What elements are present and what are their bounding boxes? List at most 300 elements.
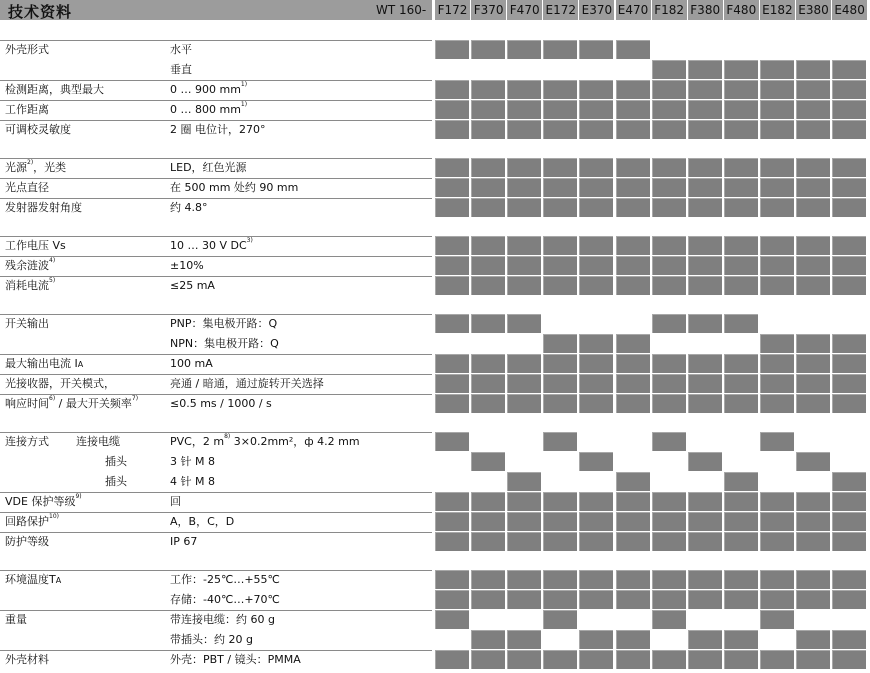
applicability-cell (435, 40, 469, 59)
applicability-cell (616, 198, 650, 217)
applicability-cell (435, 492, 469, 511)
spec-row (0, 60, 870, 80)
applicability-cell (543, 492, 577, 511)
applicability-cell (507, 236, 541, 255)
spec-label: 光点直径 (5, 181, 49, 194)
applicability-cell (796, 452, 830, 471)
applicability-cell (652, 512, 686, 531)
spec-label: 光源$^{2)}$，光类 (5, 159, 67, 174)
applicability-cell (435, 532, 469, 551)
applicability-cell (579, 158, 613, 177)
applicability-cell (507, 100, 541, 119)
applicability-cell (435, 178, 469, 197)
spec-row (0, 432, 870, 452)
applicability-cell (688, 120, 722, 139)
applicability-cell (760, 178, 794, 197)
applicability-cell (543, 100, 577, 119)
applicability-cell (688, 452, 722, 471)
spec-row (0, 236, 870, 256)
applicability-cell (796, 236, 830, 255)
model-column-header: E480 (832, 0, 867, 20)
applicability-cell (507, 472, 541, 491)
applicability-cell (652, 80, 686, 99)
spec-value: 垂直 (170, 63, 192, 76)
applicability-cell (760, 276, 794, 295)
applicability-cell (760, 610, 794, 629)
spec-value: 0 … 900 $mm^{1)}$ (170, 81, 248, 96)
spec-row (0, 590, 870, 610)
applicability-cell (832, 512, 866, 531)
footnote-marker: 9) (75, 493, 82, 500)
spec-row (0, 452, 870, 472)
applicability-cell (579, 512, 613, 531)
applicability-cell (616, 120, 650, 139)
spec-value: 回 (170, 495, 181, 508)
spec-label: 外壳材料 (5, 653, 49, 666)
applicability-cell (507, 178, 541, 197)
applicability-cell (760, 334, 794, 353)
spec-sublabel: 插头 (105, 455, 127, 468)
applicability-cell (616, 492, 650, 511)
applicability-cell (688, 198, 722, 217)
applicability-cell (507, 532, 541, 551)
applicability-cell (652, 354, 686, 373)
applicability-cell (435, 650, 469, 669)
spec-row (0, 650, 870, 670)
spec-value: 外壳：PBT / 镜头：PMMA (170, 653, 301, 666)
applicability-cell (832, 590, 866, 609)
spec-label: 最大输出电流 IA (5, 357, 84, 370)
spec-label: 检测距离，典型最大 (5, 83, 104, 96)
applicability-cell (471, 100, 505, 119)
applicability-cell (832, 120, 866, 139)
applicability-cell (688, 100, 722, 119)
applicability-cell (652, 158, 686, 177)
applicability-cell (760, 532, 794, 551)
applicability-cell (543, 532, 577, 551)
model-column-header: F470 (507, 0, 542, 20)
applicability-cell (796, 158, 830, 177)
spec-row (0, 512, 870, 532)
applicability-cell (616, 236, 650, 255)
applicability-cell (543, 354, 577, 373)
applicability-cell (471, 394, 505, 413)
applicability-cell (688, 60, 722, 79)
spec-value: 带连接电缆：约 60 g (170, 613, 275, 626)
label-subscript: A (77, 360, 84, 369)
applicability-cell (760, 650, 794, 669)
applicability-cell (471, 256, 505, 275)
spec-label: 防护等级 (5, 535, 49, 548)
spec-value: 2 圈 电位计，270° (170, 123, 266, 136)
spec-sublabel: 插头 (105, 475, 127, 488)
spec-value: NPN：集电极开路：Q (170, 337, 279, 350)
applicability-cell (579, 198, 613, 217)
applicability-cell (471, 276, 505, 295)
spec-row (0, 256, 870, 276)
applicability-cell (435, 198, 469, 217)
applicability-cell (507, 80, 541, 99)
spec-label: 回路保护$^{10)}$ (5, 513, 59, 528)
applicability-cell (471, 236, 505, 255)
applicability-cell (543, 276, 577, 295)
applicability-cell (616, 334, 650, 353)
spec-value: 4 针 M 8 (170, 475, 215, 488)
applicability-cell (652, 120, 686, 139)
applicability-cell (832, 570, 866, 589)
applicability-cell (760, 432, 794, 451)
applicability-cell (507, 570, 541, 589)
applicability-cell (652, 590, 686, 609)
applicability-cell (507, 120, 541, 139)
spec-value: PNP：集电极开路：Q (170, 317, 278, 330)
spec-row (0, 178, 870, 198)
applicability-cell (471, 512, 505, 531)
footnote-marker: 7) (131, 395, 139, 402)
applicability-cell (471, 570, 505, 589)
applicability-cell (616, 630, 650, 649)
applicability-cell (832, 256, 866, 275)
applicability-cell (543, 178, 577, 197)
applicability-cell (796, 178, 830, 197)
applicability-cell (832, 394, 866, 413)
applicability-cell (796, 80, 830, 99)
spec-value: IP 67 (170, 535, 198, 548)
applicability-cell (579, 630, 613, 649)
spec-row (0, 354, 870, 374)
applicability-cell (760, 158, 794, 177)
applicability-cell (724, 236, 758, 255)
applicability-cell (832, 178, 866, 197)
model-column-header: F380 (688, 0, 723, 20)
applicability-cell (435, 100, 469, 119)
applicability-cell (507, 630, 541, 649)
applicability-cell (688, 158, 722, 177)
applicability-cell (688, 374, 722, 393)
applicability-cell (435, 570, 469, 589)
spec-value: A，B，C，D (170, 515, 235, 528)
applicability-cell (760, 570, 794, 589)
applicability-cell (543, 374, 577, 393)
applicability-cell (688, 590, 722, 609)
applicability-cell (543, 570, 577, 589)
spec-label: VDE 保护等级$^{9)}$ (5, 493, 82, 508)
spec-label: 残余涟波$^{4)}$ (5, 257, 56, 272)
applicability-cell (724, 570, 758, 589)
applicability-cell (435, 80, 469, 99)
spec-value: 存储：-40℃…+70℃ (170, 593, 280, 606)
applicability-cell (471, 314, 505, 333)
spec-label: 环境温度TA (5, 573, 62, 586)
spec-label: 连接方式 (5, 435, 49, 448)
model-column-header: E370 (579, 0, 614, 20)
applicability-cell (616, 354, 650, 373)
applicability-cell (760, 120, 794, 139)
applicability-cell (471, 492, 505, 511)
applicability-cell (471, 374, 505, 393)
spec-label: 消耗电流$^{5)}$ (5, 277, 56, 292)
applicability-cell (579, 236, 613, 255)
spec-value: LED，红色光源 (170, 161, 247, 174)
applicability-cell (832, 80, 866, 99)
applicability-cell (579, 40, 613, 59)
applicability-cell (579, 354, 613, 373)
spec-label: 重量 (5, 613, 27, 626)
applicability-cell (688, 314, 722, 333)
applicability-cell (832, 100, 866, 119)
applicability-cell (796, 394, 830, 413)
applicability-cell (507, 590, 541, 609)
applicability-cell (435, 236, 469, 255)
footnote-marker: 10) (49, 513, 59, 520)
applicability-cell (543, 40, 577, 59)
applicability-cell (471, 40, 505, 59)
footnote-marker: 1) (240, 101, 248, 108)
applicability-cell (724, 100, 758, 119)
applicability-cell (616, 80, 650, 99)
applicability-cell (579, 100, 613, 119)
applicability-cell (507, 198, 541, 217)
applicability-cell (507, 158, 541, 177)
applicability-cell (652, 198, 686, 217)
applicability-cell (796, 120, 830, 139)
spec-row (0, 314, 870, 334)
applicability-cell (616, 158, 650, 177)
applicability-cell (796, 630, 830, 649)
applicability-cell (796, 512, 830, 531)
applicability-cell (471, 80, 505, 99)
applicability-cell (579, 178, 613, 197)
applicability-cell (688, 236, 722, 255)
applicability-cell (435, 512, 469, 531)
applicability-cell (832, 650, 866, 669)
spec-row (0, 532, 870, 552)
spec-value: 3 针 M 8 (170, 455, 215, 468)
label-subscript: A (55, 576, 62, 585)
applicability-cell (832, 374, 866, 393)
spec-value: 带插头：约 20 g (170, 633, 253, 646)
applicability-cell (507, 354, 541, 373)
applicability-cell (471, 198, 505, 217)
spec-value: ≤0.5 ms / 1000 / s (170, 397, 272, 410)
applicability-cell (435, 314, 469, 333)
applicability-cell (471, 452, 505, 471)
applicability-cell (579, 492, 613, 511)
applicability-cell (507, 314, 541, 333)
spec-label: 可调校灵敏度 (5, 123, 71, 136)
applicability-cell (796, 100, 830, 119)
applicability-cell (616, 472, 650, 491)
applicability-cell (760, 394, 794, 413)
applicability-cell (579, 532, 613, 551)
applicability-cell (724, 198, 758, 217)
applicability-cell (652, 394, 686, 413)
applicability-cell (652, 178, 686, 197)
applicability-cell (832, 158, 866, 177)
footnote-marker: 3) (246, 237, 253, 244)
applicability-cell (507, 394, 541, 413)
applicability-cell (688, 256, 722, 275)
applicability-cell (507, 374, 541, 393)
model-column-header: F172 (435, 0, 470, 20)
footnote-marker: 8) (224, 433, 231, 440)
spec-value: 约 4.8° (170, 201, 208, 214)
applicability-cell (796, 256, 830, 275)
applicability-cell (616, 178, 650, 197)
applicability-cell (435, 276, 469, 295)
applicability-cell (688, 354, 722, 373)
applicability-cell (471, 590, 505, 609)
model-column-header: E470 (616, 0, 651, 20)
spec-row (0, 374, 870, 394)
applicability-cell (688, 532, 722, 551)
applicability-cell (724, 178, 758, 197)
applicability-cell (652, 276, 686, 295)
spec-row (0, 80, 870, 100)
applicability-cell (724, 354, 758, 373)
applicability-cell (616, 650, 650, 669)
applicability-cell (616, 256, 650, 275)
applicability-cell (796, 60, 830, 79)
spec-row (0, 120, 870, 140)
applicability-cell (471, 532, 505, 551)
applicability-cell (760, 374, 794, 393)
applicability-cell (652, 374, 686, 393)
applicability-cell (832, 532, 866, 551)
applicability-cell (796, 198, 830, 217)
applicability-cell (688, 80, 722, 99)
applicability-cell (724, 492, 758, 511)
spec-label: 光接收器，开关模式， (5, 377, 115, 390)
applicability-cell (435, 610, 469, 629)
spec-value: 0 … 800 $mm^{1)}$ (170, 101, 248, 116)
spec-label: 开关输出 (5, 317, 49, 330)
applicability-cell (832, 334, 866, 353)
applicability-cell (435, 432, 469, 451)
applicability-cell (760, 590, 794, 609)
applicability-cell (688, 512, 722, 531)
spec-sublabel: 连接电缆 (76, 435, 120, 448)
applicability-cell (471, 178, 505, 197)
applicability-cell (688, 276, 722, 295)
applicability-cell (652, 492, 686, 511)
spec-row (0, 198, 870, 218)
applicability-cell (724, 80, 758, 99)
spec-row (0, 100, 870, 120)
applicability-cell (652, 610, 686, 629)
applicability-cell (760, 60, 794, 79)
spec-value: 水平 (170, 43, 192, 56)
applicability-cell (507, 512, 541, 531)
spec-value: PVC，2 $m^{8)}$ 3×0.2mm²，ф 4.2 mm (170, 433, 360, 448)
applicability-cell (616, 40, 650, 59)
applicability-cell (616, 590, 650, 609)
spec-row (0, 630, 870, 650)
applicability-cell (435, 394, 469, 413)
spec-value: 工作：-25℃…+55℃ (170, 573, 280, 586)
applicability-cell (507, 40, 541, 59)
applicability-cell (688, 394, 722, 413)
applicability-cell (435, 158, 469, 177)
applicability-cell (652, 236, 686, 255)
applicability-cell (796, 650, 830, 669)
footnote-marker: 2) (27, 159, 34, 166)
applicability-cell (688, 492, 722, 511)
applicability-cell (579, 590, 613, 609)
applicability-cell (471, 120, 505, 139)
applicability-cell (652, 532, 686, 551)
applicability-cell (543, 158, 577, 177)
applicability-cell (652, 650, 686, 669)
applicability-cell (760, 100, 794, 119)
model-column-header: F370 (471, 0, 506, 20)
applicability-cell (652, 432, 686, 451)
applicability-cell (724, 314, 758, 333)
applicability-cell (724, 630, 758, 649)
footnote-marker: 1) (240, 81, 248, 88)
applicability-cell (543, 590, 577, 609)
model-column-header: F182 (652, 0, 687, 20)
applicability-cell (760, 80, 794, 99)
spec-value: 100 mA (170, 357, 213, 370)
applicability-cell (760, 512, 794, 531)
applicability-cell (543, 256, 577, 275)
spec-row (0, 334, 870, 354)
applicability-cell (760, 354, 794, 373)
spec-value: 亮通 / 暗通，通过旋转开关选择 (170, 377, 324, 390)
spec-label: 工作距离 (5, 103, 49, 116)
applicability-cell (579, 570, 613, 589)
applicability-cell (543, 236, 577, 255)
applicability-cell (543, 394, 577, 413)
applicability-cell (832, 276, 866, 295)
spec-row (0, 570, 870, 590)
applicability-cell (579, 80, 613, 99)
spec-row (0, 158, 870, 178)
applicability-cell (724, 158, 758, 177)
applicability-cell (543, 80, 577, 99)
spec-row (0, 394, 870, 414)
spec-value: ±10% (170, 259, 204, 272)
applicability-cell (507, 492, 541, 511)
spec-row (0, 276, 870, 296)
footnote-marker: 4) (49, 257, 56, 264)
applicability-cell (616, 394, 650, 413)
applicability-cell (579, 374, 613, 393)
applicability-cell (652, 60, 686, 79)
applicability-cell (832, 630, 866, 649)
applicability-cell (724, 276, 758, 295)
footnote-marker: 6) (49, 395, 56, 402)
applicability-cell (471, 354, 505, 373)
applicability-cell (724, 590, 758, 609)
applicability-cell (543, 650, 577, 669)
applicability-cell (724, 532, 758, 551)
applicability-cell (616, 374, 650, 393)
applicability-cell (507, 256, 541, 275)
applicability-cell (543, 334, 577, 353)
applicability-cell (724, 60, 758, 79)
applicability-cell (543, 198, 577, 217)
applicability-cell (724, 374, 758, 393)
applicability-cell (688, 178, 722, 197)
applicability-cell (579, 334, 613, 353)
applicability-cell (760, 256, 794, 275)
spec-label: 响应时间$^{6)}$ / 最大开关频率$^{7)}$ (5, 395, 139, 410)
row-divider (0, 276, 432, 277)
row-divider (0, 40, 432, 41)
spec-row (0, 472, 870, 492)
